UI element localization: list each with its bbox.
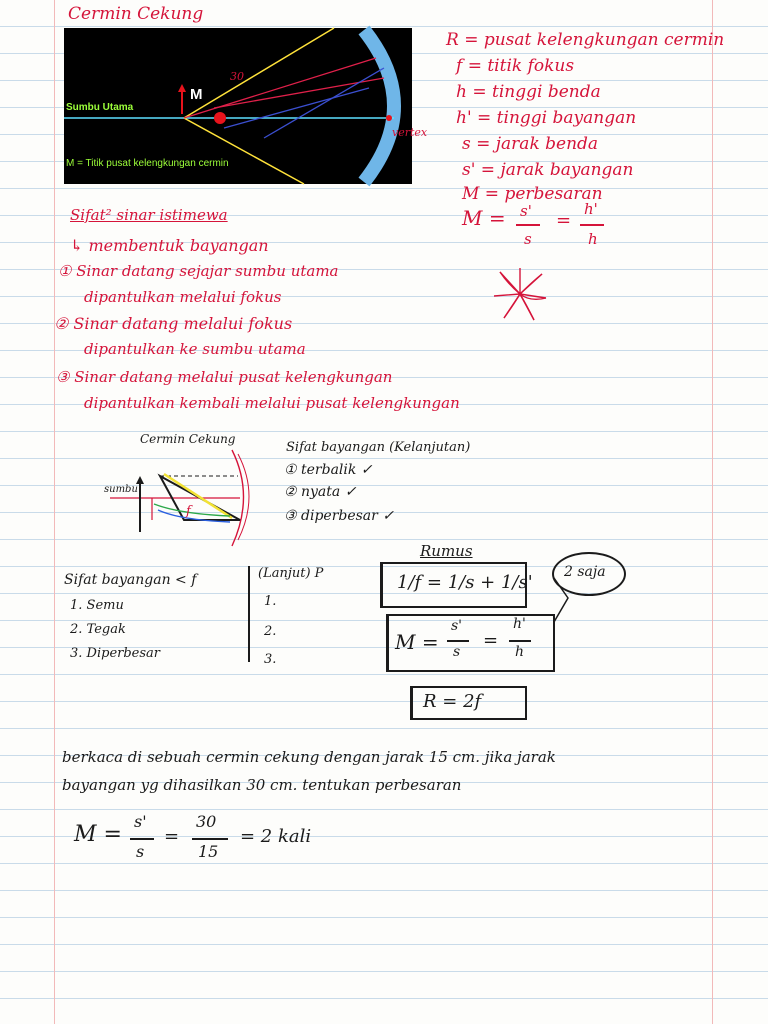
image-property-item: ③ diperbesar ✓: [284, 508, 395, 524]
problem-line-1: berkaca di sebuah cermin cekung dengan jarak 15 cm. jika jarak: [62, 748, 556, 766]
rule-1-line-1: ① Sinar datang sejajar sumbu utama: [58, 262, 339, 280]
answer-eq1: =: [164, 826, 180, 847]
left-property-item: 2. Tegak: [70, 622, 126, 637]
fraction-bar: [516, 224, 540, 226]
fraction-bar: [130, 838, 154, 840]
object-letter: M: [190, 86, 203, 103]
magnification-lhs: M =: [395, 630, 439, 654]
magnification-den2: h: [515, 644, 525, 660]
rule-2-line-1: ② Sinar datang melalui fokus: [54, 314, 293, 333]
special-rays-title: Sifat² sinar istimewa: [70, 206, 228, 224]
answer-den1: s: [136, 842, 145, 861]
sketch-object-label: sumbu: [104, 484, 138, 495]
lens-equation: 1/f = 1/s + 1/s': [397, 572, 533, 593]
fraction-bar: [509, 640, 531, 642]
note-bubble-text: 2 saja: [564, 564, 606, 580]
legend-formula-num2: h': [584, 200, 598, 218]
legend-item: h' = tinggi bayangan: [456, 108, 637, 128]
center-point: [214, 112, 226, 124]
magnification-num2: h': [513, 616, 526, 632]
problem-line-2: bayangan yg dihasilkan 30 cm. tentukan perbesaran: [62, 776, 462, 794]
radius-box: [410, 686, 527, 720]
answer-num1: s': [134, 812, 147, 831]
scribble-doodle: [490, 264, 552, 324]
legend-formula-lhs: M =: [462, 206, 506, 230]
special-rays-subtitle: ↳ membentuk bayangan: [70, 236, 269, 255]
fraction-bar: [192, 838, 228, 840]
legend-item: h = tinggi benda: [456, 82, 601, 102]
image-property-item: ① terbalik ✓: [284, 462, 373, 478]
mid-properties-title: (Lanjut) P: [258, 566, 324, 581]
legend-item: s' = jarak bayangan: [462, 160, 634, 180]
sketch-focus-label: f: [186, 504, 191, 519]
fraction-bar: [447, 640, 469, 642]
bracket-line: [248, 566, 250, 662]
angle-label: 30: [230, 70, 244, 83]
rule-2-line-2: dipantulkan ke sumbu utama: [84, 340, 306, 358]
lens-equation-box: [380, 562, 533, 608]
legend-formula-num1: s': [520, 202, 532, 220]
rule-3-line-1: ③ Sinar datang melalui pusat kelengkungan: [56, 368, 393, 386]
formulas-title: Rumus: [420, 542, 473, 560]
principal-axis-label: Sumbu Utama: [66, 102, 134, 113]
legend-item: R = pusat kelengkungan cermin: [446, 30, 725, 50]
answer-num2: 30: [196, 812, 217, 831]
mirror-sketch: [100, 440, 260, 550]
legend-item: s = jarak benda: [462, 134, 599, 154]
vertex-label: vertex: [392, 126, 428, 139]
legend-item: f = titik fokus: [456, 56, 575, 76]
rule-1-line-2: dipantulkan melalui fokus: [84, 288, 282, 306]
legend-item: M = perbesaran: [462, 184, 603, 204]
mirror-arc: [364, 30, 394, 182]
legend-formula-den1: s: [524, 230, 532, 248]
magnification-den1: s: [453, 644, 461, 660]
page-title: Cermin Cekung: [68, 4, 204, 24]
answer-result: = 2 kali: [240, 826, 312, 847]
legend-formula-eq: =: [556, 210, 572, 231]
ray-yellow-2: [184, 118, 304, 184]
left-property-item: 1. Semu: [70, 598, 124, 613]
radius-equation: R = 2f: [423, 691, 482, 712]
magnification-num1: s': [451, 618, 463, 634]
rule-3-line-2: dipantulkan kembali melalui pusat kelengkungan: [84, 394, 460, 412]
magnification-eq: =: [483, 630, 499, 651]
mid-property-item: 1.: [264, 594, 277, 609]
fraction-bar: [580, 224, 604, 226]
magnification-box: [386, 614, 555, 672]
image-properties-title: Sifat bayangan (Kelanjutan): [286, 440, 471, 455]
sketch-title: Cermin Cekung: [140, 432, 236, 446]
concave-mirror-figure: [64, 28, 428, 184]
note-bubble: [552, 552, 626, 596]
image-property-item: ② nyata ✓: [284, 484, 357, 500]
answer-lhs: M =: [74, 822, 122, 847]
ray-red-1: [184, 58, 376, 118]
left-property-item: 3. Diperbesar: [70, 646, 160, 661]
figure-caption: M = Titik pusat kelengkungan cermin: [66, 158, 229, 169]
mid-property-item: 2.: [264, 624, 277, 639]
mid-property-item: 3.: [264, 652, 277, 667]
answer-den2: 15: [198, 842, 219, 861]
ray-blue-2: [264, 68, 384, 138]
left-properties-title: Sifat bayangan < f: [64, 572, 197, 588]
legend-formula-den2: h: [588, 230, 598, 248]
vertex-point: [386, 115, 392, 121]
